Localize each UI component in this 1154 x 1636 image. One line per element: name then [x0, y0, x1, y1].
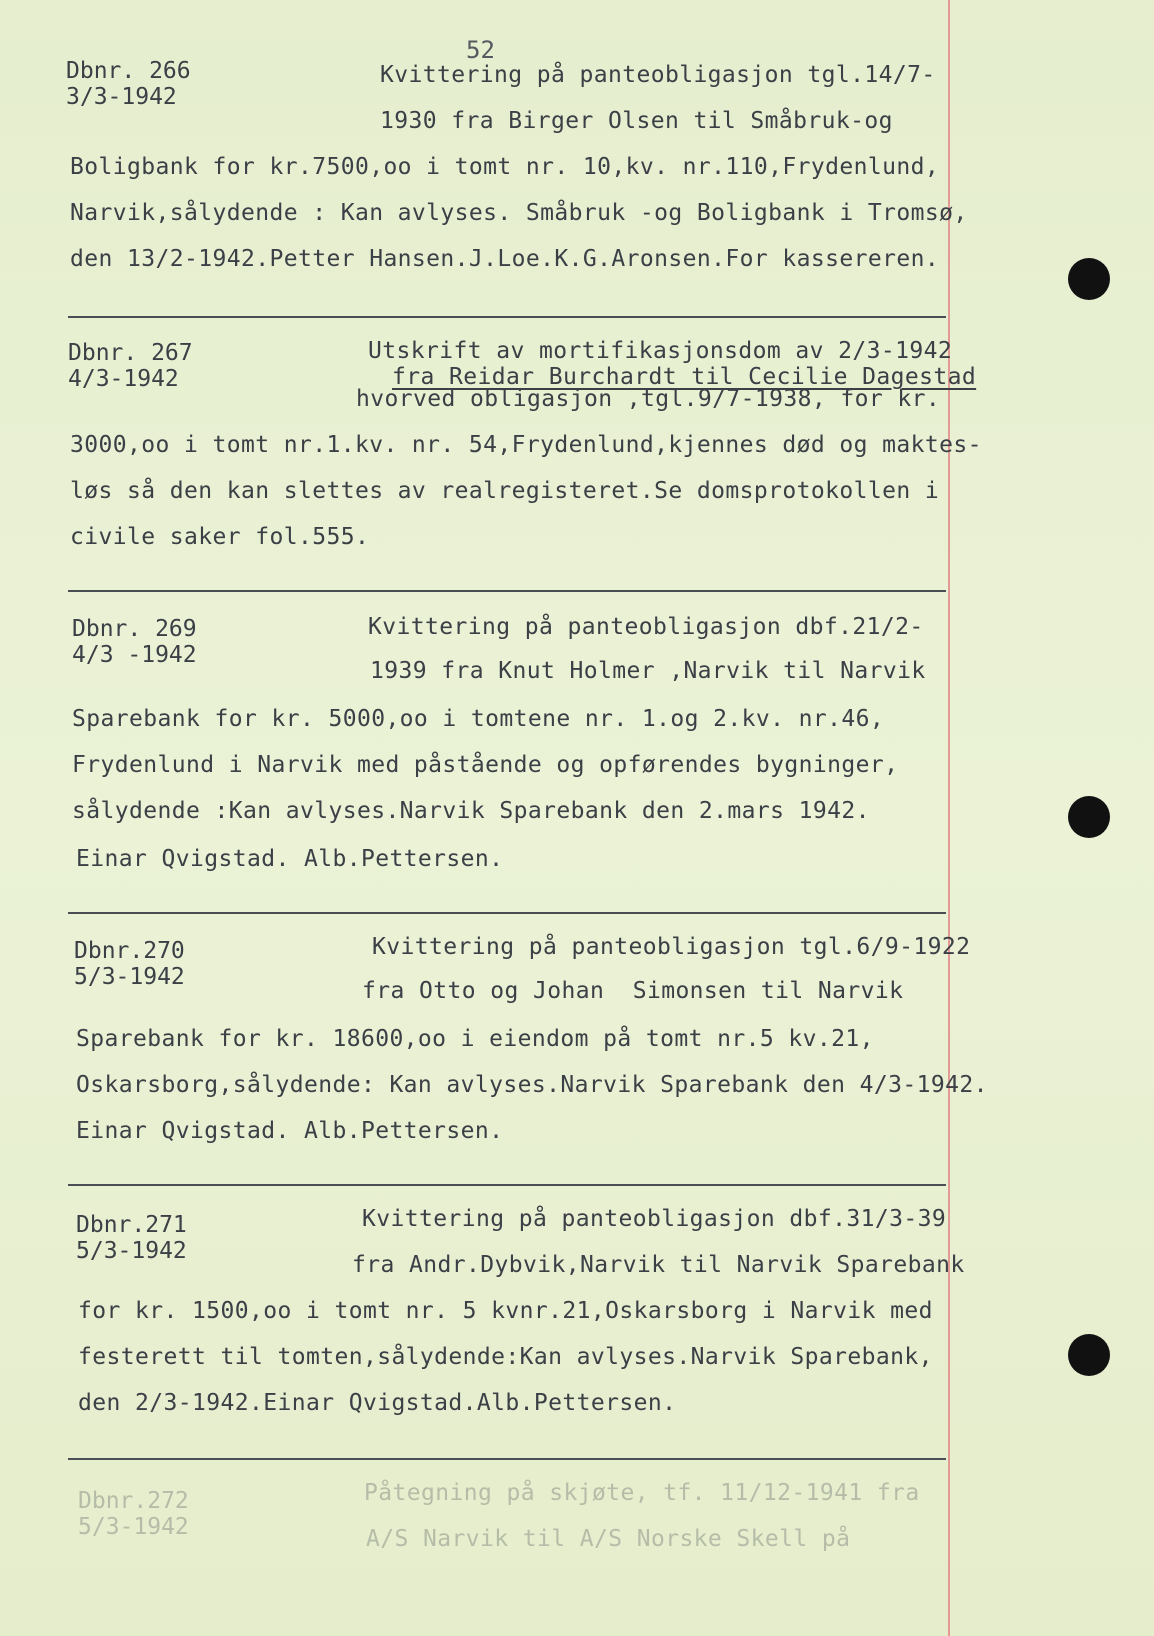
entry-text-line: Sparebank for kr. 5000,oo i tomtene nr. 1.og 2.kv. nr.46,	[72, 706, 885, 732]
punch-hole-icon	[1068, 258, 1110, 300]
entry-text-line: sålydende :Kan avlyses.Narvik Sparebank den 2.mars 1942.	[72, 798, 870, 824]
entry-divider	[68, 912, 946, 914]
entry-divider	[68, 1458, 946, 1460]
entry-text-line: Utskrift av mortifikasjonsdom av 2/3-1942	[368, 338, 953, 364]
entry-date: 5/3-1942	[78, 1514, 189, 1540]
entry-text-line: den 13/2-1942.Petter Hansen.J.Loe.K.G.Aronsen.For kassereren.	[70, 246, 940, 272]
entry-text-line: Kvittering på panteobligasjon tgl.14/7-	[380, 62, 936, 88]
entry-text-line: Sparebank for kr. 18600,oo i eiendom på tomt nr.5 kv.21,	[76, 1026, 874, 1052]
entry-text-line: Kvittering på panteobligasjon dbf.31/3-39	[362, 1206, 947, 1232]
entry-text-line-underlined: fra Reidar Burchardt til Cecilie Dagestad	[392, 364, 977, 390]
entry-number: Dbnr. 267	[68, 340, 193, 366]
entry-text-line: fra Andr.Dybvik,Narvik til Narvik Sparebank	[352, 1252, 965, 1278]
entry-text-line: 3000,oo i tomt nr.1.kv. nr. 54,Frydenlund,kjennes død og maktes-	[70, 432, 982, 458]
entry-divider	[68, 590, 946, 592]
entry-text-line: Påtegning på skjøte, tf. 11/12-1941 fra	[364, 1480, 920, 1506]
entry-date: 3/3-1942	[66, 84, 177, 110]
entry-text-line: festerett til tomten,sålydende:Kan avlyses.Narvik Sparebank,	[78, 1344, 933, 1370]
entry-text-line: 1930 fra Birger Olsen til Småbruk-og	[380, 108, 893, 134]
entry-text-line: Oskarsborg,sålydende: Kan avlyses.Narvik Sparebank den 4/3-1942.	[76, 1072, 988, 1098]
entry-text-line: A/S Narvik til A/S Norske Skell på	[366, 1526, 851, 1552]
entry-text-line: Boligbank for kr.7500,oo i tomt nr. 10,kv. nr.110,Frydenlund,	[70, 154, 940, 180]
entry-number: Dbnr. 269	[72, 616, 197, 642]
entry-date: 4/3-1942	[68, 366, 179, 392]
entry-date: 5/3-1942	[76, 1238, 187, 1264]
entry-text-line: for kr. 1500,oo i tomt nr. 5 kvnr.21,Oskarsborg i Narvik med	[78, 1298, 933, 1324]
entry-text-line: Einar Qvigstad. Alb.Pettersen.	[76, 846, 504, 872]
entry-text-line: civile saker fol.555.	[70, 524, 370, 550]
entry-date: 4/3 -1942	[72, 642, 197, 668]
entry-text-line: Kvittering på panteobligasjon tgl.6/9-1922	[372, 934, 971, 960]
page-number: 52	[466, 36, 495, 64]
entry-text-line: den 2/3-1942.Einar Qvigstad.Alb.Pettersen.	[78, 1390, 677, 1416]
entry-number: Dbnr.271	[76, 1212, 187, 1238]
red-margin-line	[948, 0, 950, 1636]
entry-text-line: Frydenlund i Narvik med påstående og opførendes bygninger,	[72, 752, 899, 778]
entry-date: 5/3-1942	[74, 964, 185, 990]
entry-number: Dbnr.272	[78, 1488, 189, 1514]
punch-hole-icon	[1068, 1334, 1110, 1376]
entry-text-line: 1939 fra Knut Holmer ,Narvik til Narvik	[370, 658, 926, 684]
entry-text-line: fra Otto og Johan Simonsen til Narvik	[362, 978, 904, 1004]
entry-number: Dbnr.270	[74, 938, 185, 964]
entry-divider	[68, 316, 946, 318]
entry-text-line: Einar Qvigstad. Alb.Pettersen.	[76, 1118, 504, 1144]
entry-text-line: hvorved obligasjon ,tgl.9/7-1938, for kr.	[356, 386, 941, 412]
entry-text-line: Narvik,sålydende : Kan avlyses. Småbruk -og Boligbank i Tromsø,	[70, 200, 968, 226]
entry-text-line: løs så den kan slettes av realregisteret.Se domsprotokollen i	[70, 478, 940, 504]
entry-text-line: Kvittering på panteobligasjon dbf.21/2-	[368, 614, 924, 640]
punch-hole-icon	[1068, 796, 1110, 838]
entry-number: Dbnr. 266	[66, 58, 191, 84]
entry-divider	[68, 1184, 946, 1186]
